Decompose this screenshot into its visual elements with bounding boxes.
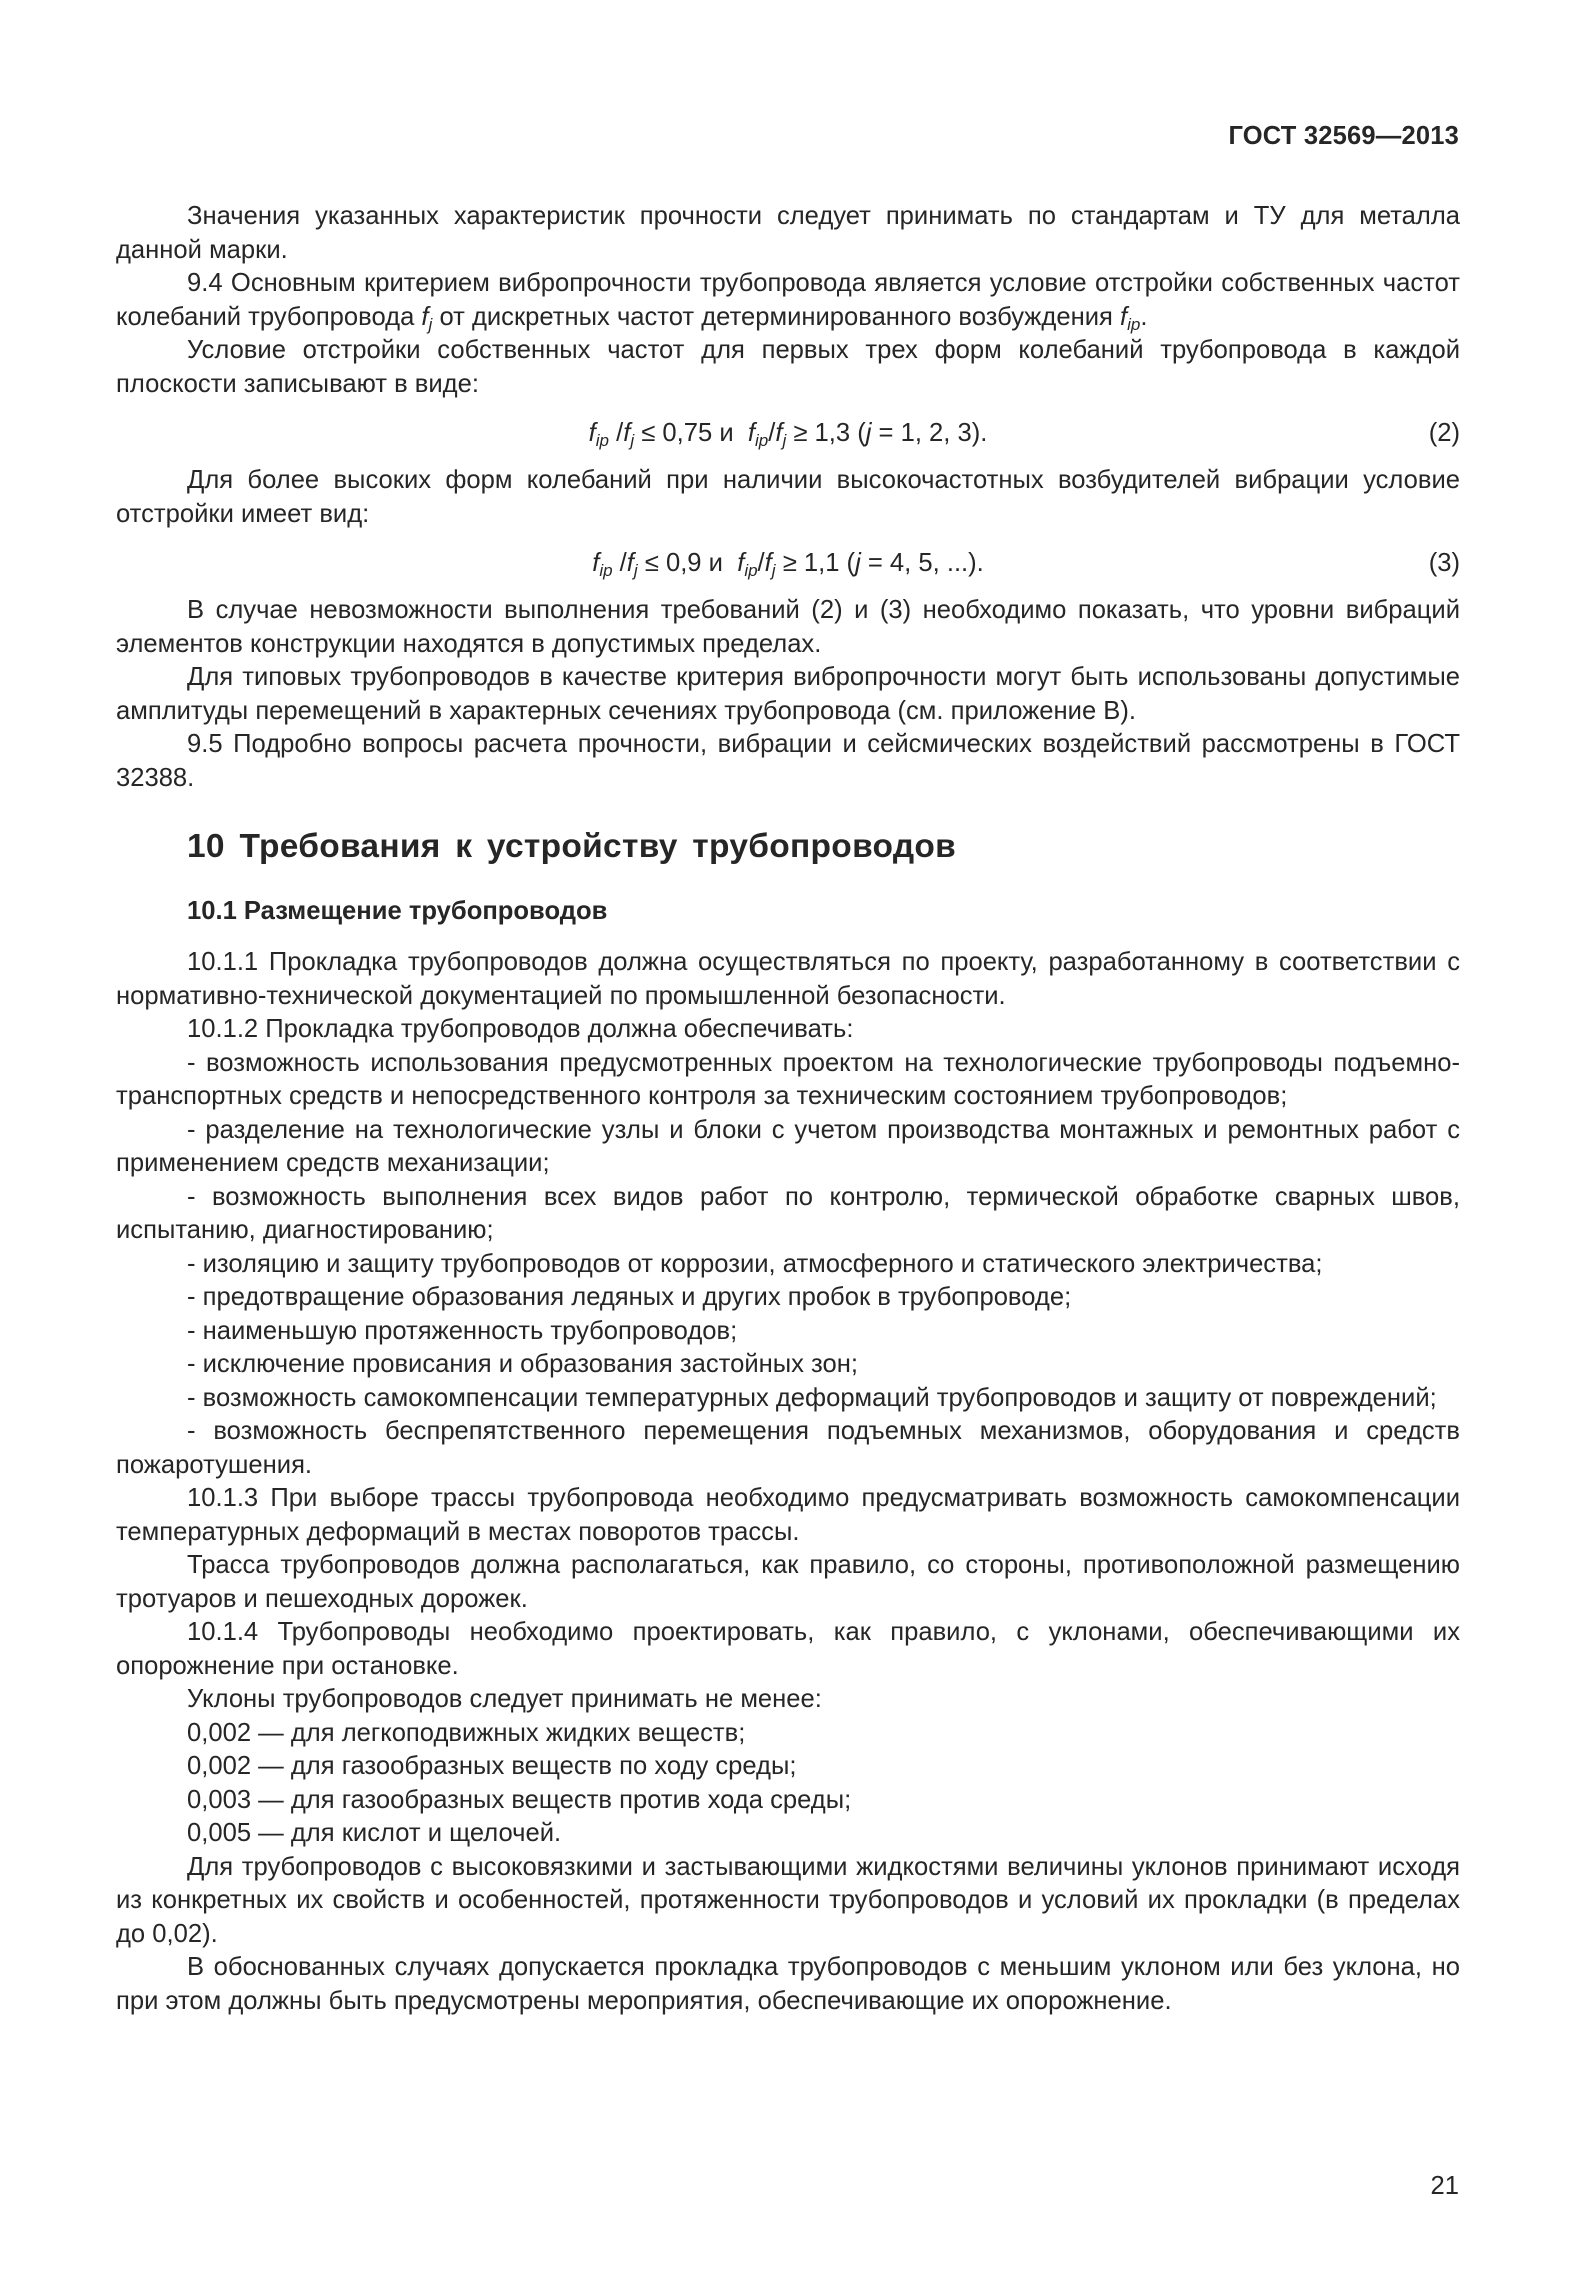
var-sub-j: j (630, 431, 635, 450)
var-f: f (588, 419, 596, 447)
section-paragraph: 10.1.3 При выборе трассы трубопровода необходимо предусматривать возможность самокомпенсации температурных деформаций в местах поворотов трассы. (116, 1484, 1460, 1546)
var-f: f (747, 419, 755, 447)
var-f: f (623, 419, 631, 447)
var-sub-ip: ip (744, 561, 758, 580)
var-f: f (764, 549, 772, 577)
var-sub-ip: ip (599, 561, 613, 580)
var-sub-j: j (428, 314, 433, 334)
p94-text-c: . (1140, 302, 1148, 331)
page-number: 21 (1430, 2172, 1459, 2200)
formula-2-part1: ≤ 0,75 и (634, 419, 741, 447)
paragraph-strength-values: Значения указанных характеристик прочности следует принимать по стандартам и ТУ для металла данной марки. (116, 202, 1460, 264)
section-paragraph: - наименьшую протяженность трубопроводов; (187, 1316, 738, 1345)
var-sub-ip: ip (595, 431, 609, 450)
section-paragraph: 10.1.2 Прокладка трубопроводов должна обеспечивать: (187, 1015, 854, 1043)
section-paragraph: - возможность самокомпенсации температурных деформаций трубопроводов и защиту от повреждений; (187, 1383, 1437, 1412)
document-body (116, 200, 1460, 2018)
formula-2-expression: $f_{ip}$ $/f_j \le 0,75$ и $f_{ip}/f_j \ge 1,3$ (j = 1, 2, 3). (588, 419, 988, 450)
paragraph-typical-pipelines: Для типовых трубопроводов в качестве критерия вибропрочности могут быть использованы допустимые амплитуды перемещений в характерных сечениях трубопровода (см. приложение В). (116, 663, 1460, 725)
var-f: f (421, 302, 429, 331)
paragraph-9-5: 9.5 Подробно вопросы расчета прочности, вибрации и сейсмических воздействий рассмотрены в ГОСТ 32388. (116, 730, 1460, 792)
var-f: f (737, 549, 745, 577)
var-sub-j: j (771, 561, 776, 580)
section-paragraph: - изоляцию и защиту трубопроводов от коррозии, атмосферного и статического электричества; (187, 1249, 1323, 1278)
section-paragraph: 0,003 — для газообразных веществ против хода среды; (187, 1785, 852, 1814)
formula-2 (116, 401, 1460, 464)
section-paragraph: 0,002 — для газообразных веществ по ходу среды; (187, 1752, 797, 1780)
section-paragraph: 0,005 — для кислот и щелочей. (187, 1819, 562, 1847)
paragraph-9-4 (116, 267, 1460, 334)
formula-3-number: (3) (1428, 549, 1460, 577)
section-paragraph: В обоснованных случаях допускается прокладка трубопроводов с меньшим уклоном или без уклона, но при этом должны быть предусмотрены мероприятия, обеспечивающие их опорожнение. (116, 1953, 1460, 2015)
paragraph-detuning-condition: Условие отстройки собственных частот для первых трех форм колебаний трубопровода в каждой плоскости записывают в виде: (116, 336, 1460, 398)
section-paragraph: 10.1.4 Трубопроводы необходимо проектировать, как правило, с уклонами, обеспечивающими их опорожнение при остановке. (116, 1618, 1460, 1680)
p94-text-b: от дискретных частот детерминированного возбуждения (432, 302, 1120, 331)
paragraph-impossible-requirements: В случае невозможности выполнения требований (2) и (3) необходимо показать, что уровни вибраций элементов конструкции находятся в допустимых пределах. (116, 596, 1460, 658)
section-10-1-text (116, 946, 1460, 2018)
formula-2-number: (2) (1428, 419, 1460, 447)
formula-3-expression: $f_{ip}$ $/f_j \le 0,9$ и $f_{ip}/f_j \ge 1,1$ (j = 4, 5, ...). (592, 549, 984, 580)
var-sub-ip: ip (1127, 314, 1141, 334)
formula-2-part3: = 1, 2, 3). (871, 419, 988, 447)
formula-3-part2: ≥ 1,1 ( (775, 549, 856, 577)
document-code-header: ГОСТ 32569—2013 (1228, 122, 1459, 150)
subsection-title: 10.1 Размещение трубопроводов (187, 897, 608, 925)
section-paragraph: 10.1.1 Прокладка трубопроводов должна осуществляться по проекту, разработанному в соответствии с нормативно-технической документацией по промышленной безопасности. (116, 948, 1460, 1010)
var-f: f (626, 549, 634, 577)
var-f: f (775, 419, 783, 447)
section-paragraph: - возможность беспрепятственного перемещения подъемных механизмов, оборудования и средств пожаротушения. (116, 1417, 1460, 1479)
var-sub-ip: ip (754, 431, 769, 450)
section-title: 10 Требования к устройству трубопроводов (187, 828, 957, 865)
section-paragraph: 0,002 — для легкоподвижных жидких веществ; (187, 1718, 746, 1747)
var-j: j (855, 549, 861, 577)
section-paragraph: Трасса трубопроводов должна располагаться, как правило, со стороны, противоположной размещению тротуаров и пешеходных дорожек. (116, 1551, 1460, 1613)
var-f: f (592, 549, 600, 577)
var-f: f (1120, 302, 1128, 331)
section-paragraph: - предотвращение образования ледяных и других пробок в трубопроводе; (187, 1283, 1072, 1311)
formula-3-part1: ≤ 0,9 и (637, 549, 731, 577)
p94-text-a: 9.4 Основным критерием вибропрочности трубопровода является условие отстройки собственных частот колебаний трубопровода (116, 269, 1460, 331)
var-j: j (865, 419, 872, 447)
section-paragraph: - разделение на технологические узлы и блоки с учетом производства монтажных и ремонтных работ с применением средств механизации; (116, 1115, 1460, 1177)
section-paragraph: - возможность использования предусмотренных проектом на технологические трубопроводы подъемно-транспортных средств и непосредственного контроля за техническим состоянием трубопроводов; (116, 1048, 1460, 1110)
paragraph-higher-modes: Для более высоких форм колебаний при наличии высокочастотных возбудителей вибрации условие отстройки имеет вид: (116, 466, 1460, 528)
formula-3-part3: = 4, 5, ...). (860, 549, 984, 577)
var-sub-j: j (633, 561, 638, 580)
formula-2-part2: ≥ 1,3 ( (786, 419, 866, 447)
section-paragraph: - исключение провисания и образования застойных зон; (187, 1350, 858, 1378)
formula-3 (116, 531, 1460, 594)
section-paragraph: - возможность выполнения всех видов работ по контролю, термической обработке сварных швов, испытанию, диагностированию; (116, 1182, 1460, 1244)
section-paragraph: Уклоны трубопроводов следует принимать не менее: (187, 1685, 822, 1713)
section-paragraph: Для трубопроводов с высоковязкими и застывающими жидкостями величины уклонов принимают исходя из конкретных их свойств и особенностей, протяженности трубопроводов и условий их прокладки (в пределах до 0,02). (116, 1852, 1460, 1948)
var-sub-j: j (782, 431, 787, 450)
